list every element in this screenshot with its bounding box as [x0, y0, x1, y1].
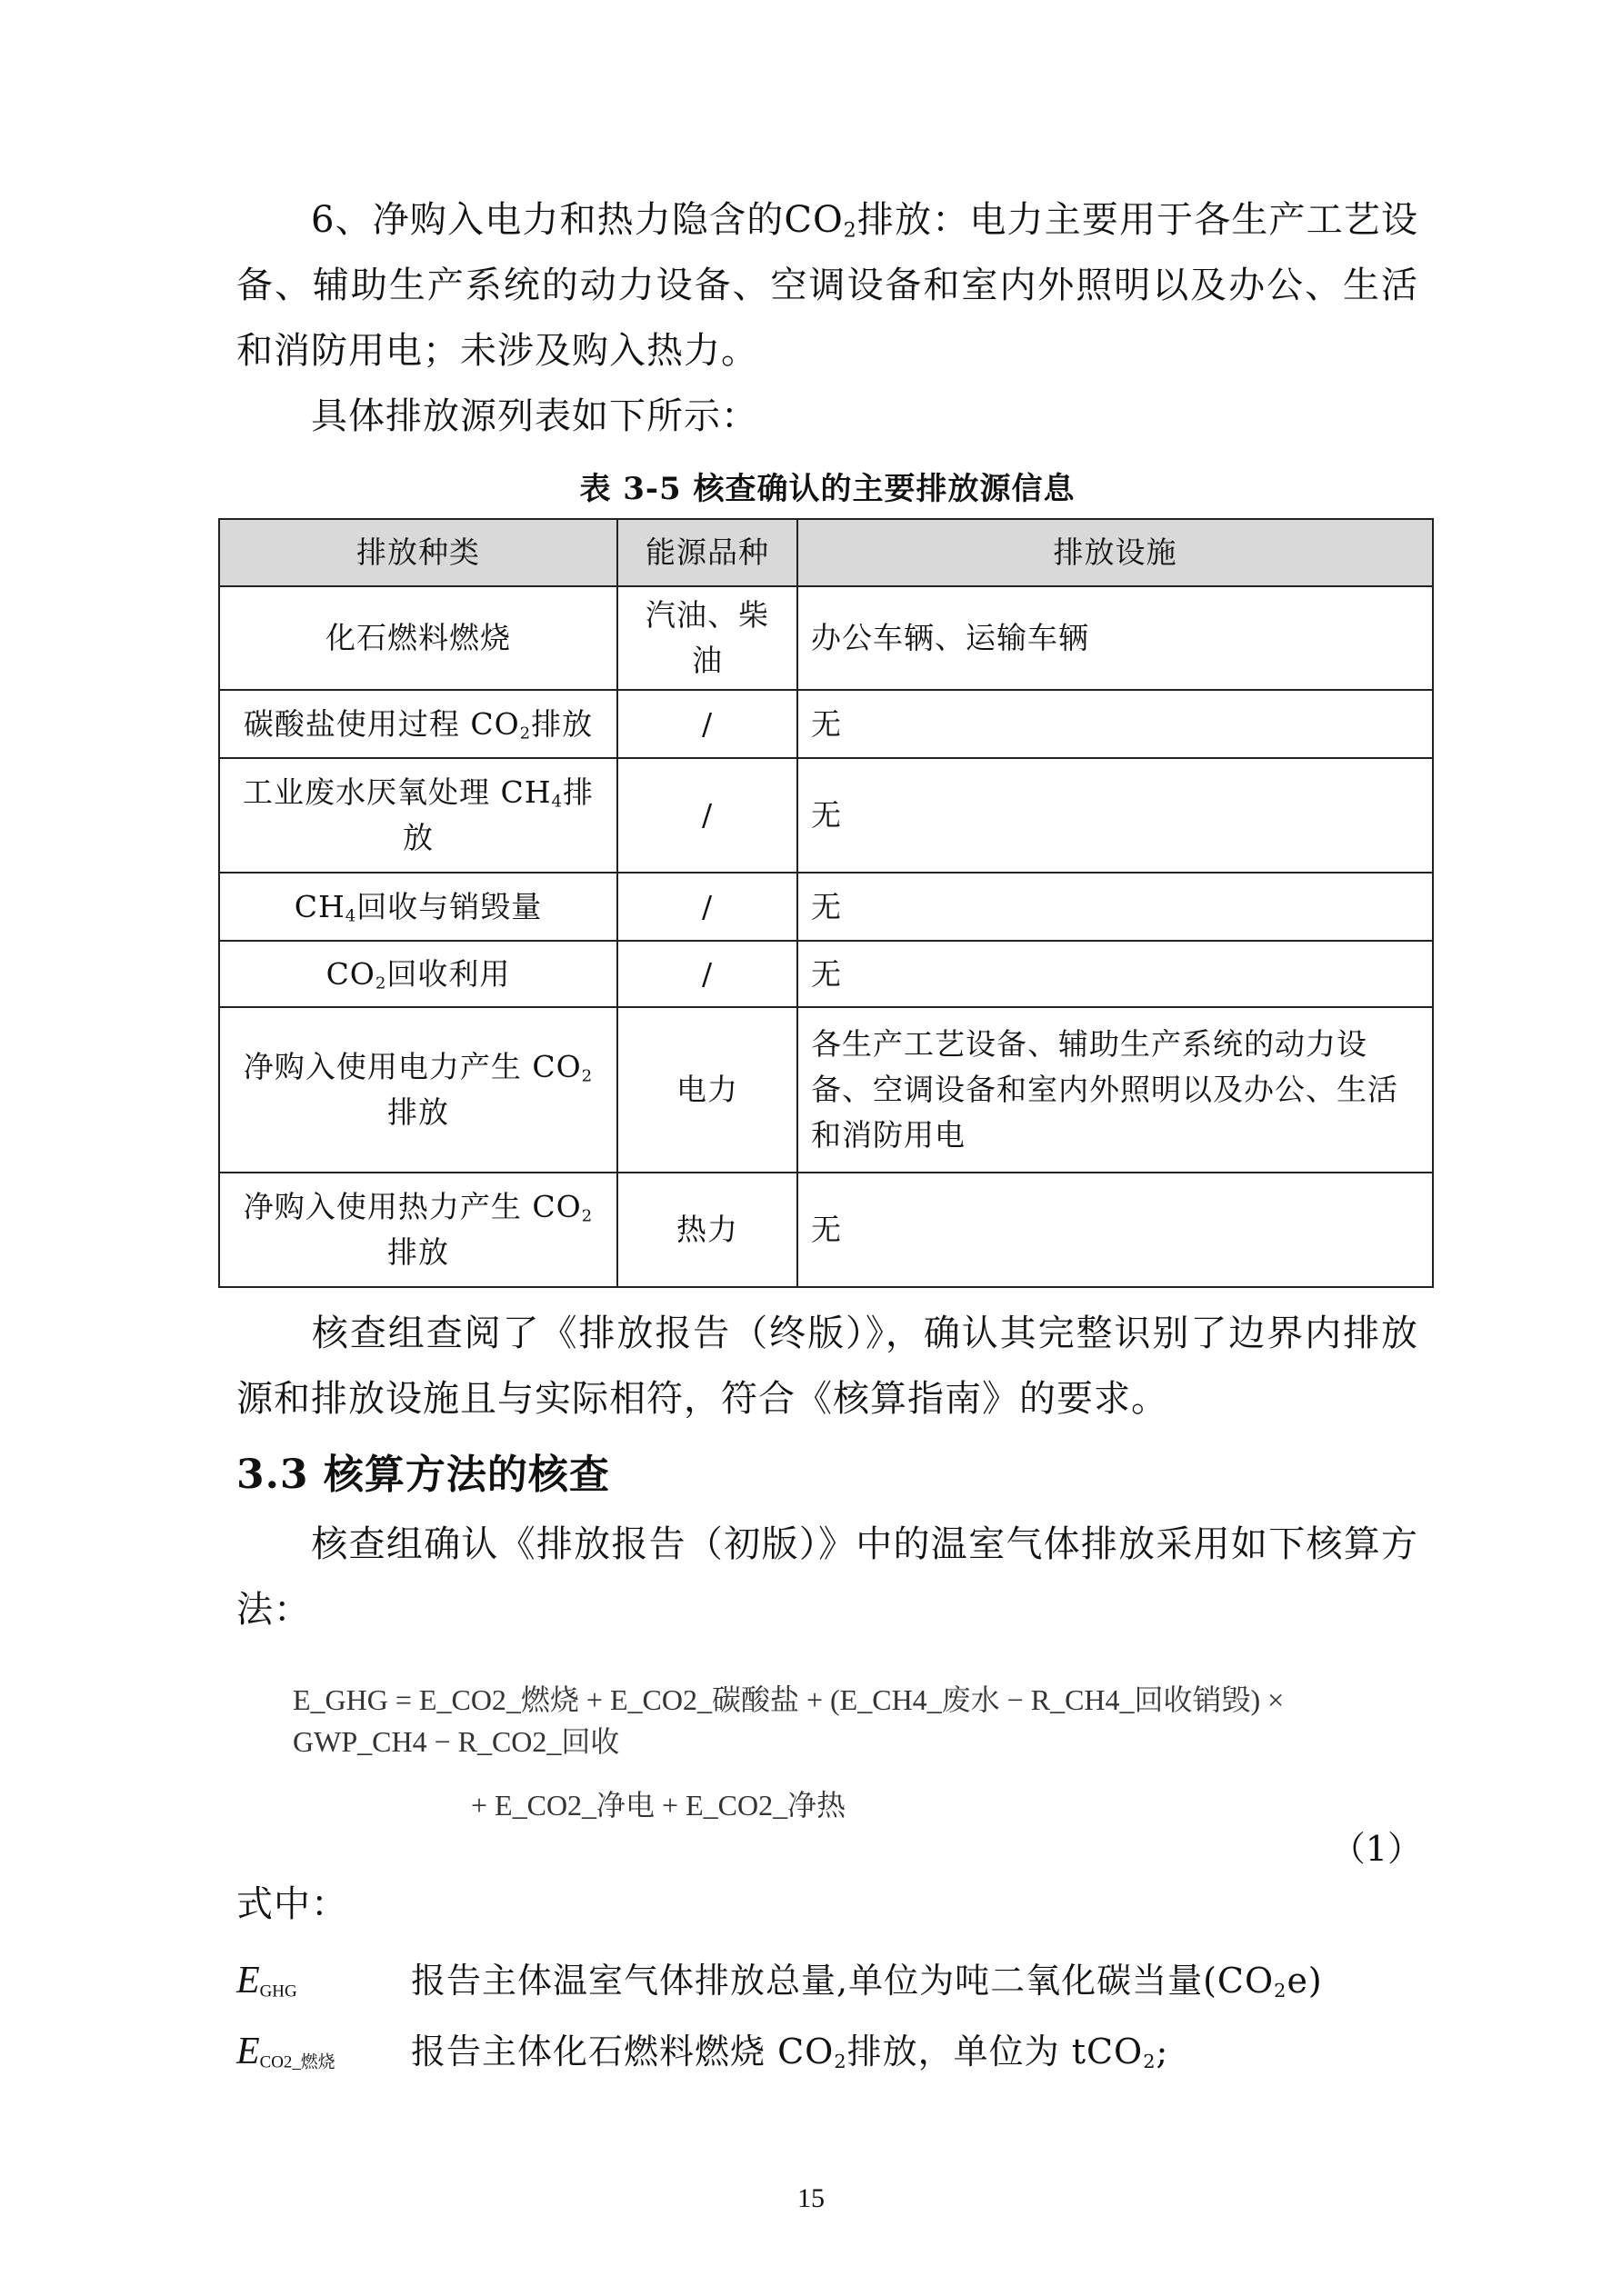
cell-facility: 办公车辆、运输车辆: [797, 586, 1433, 690]
subscript: GHG: [259, 1982, 297, 2002]
cell-energy: /: [617, 758, 797, 873]
table-row: [219, 690, 1433, 758]
page-content: [236, 187, 1422, 2079]
cell-type: [219, 690, 617, 758]
text: 排放，单位为 tCO: [846, 2031, 1144, 2071]
cell-energy: /: [617, 873, 797, 941]
subscript: 2: [1143, 2051, 1156, 2073]
emission-source-table: [218, 518, 1434, 1288]
subscript: 2: [581, 1206, 594, 1226]
table-row: [219, 758, 1433, 873]
text: E: [236, 1960, 260, 2002]
cell-facility: 无: [797, 941, 1433, 1007]
cell-energy: 汽油、柴油: [617, 586, 797, 690]
paragraph-list-intro: [236, 384, 1418, 449]
cell-energy: /: [617, 941, 797, 1007]
cell-type: [219, 1173, 617, 1287]
text: 回收与销毁量: [356, 888, 543, 924]
text: E: [236, 2031, 260, 2072]
header-facility: 排放设施: [797, 519, 1433, 586]
symbol-e-co2-combustion: [236, 2024, 411, 2079]
equation-number: （1）: [1330, 1829, 1422, 1869]
cell-type: [219, 758, 617, 873]
text: 核查组确认《排放报告（初版）》中的温室气体排放采用如下核算方法：: [236, 1523, 1418, 1631]
text: 排放: [387, 1234, 449, 1270]
table-row: [219, 586, 1433, 690]
subscript: 2: [843, 219, 857, 243]
cell-energy: 电力: [617, 1007, 797, 1173]
text: 净购入使用电力产生 CO: [243, 1049, 582, 1084]
page-number: 15: [797, 2183, 825, 2213]
text: 报告主体化石燃料燃烧 CO: [411, 2031, 835, 2071]
where-label: 式中：: [236, 1883, 348, 1925]
cell-type: [219, 873, 617, 941]
definition-e-ghg: [411, 1953, 1418, 2008]
text: 回收利用: [386, 955, 511, 992]
section-heading: 3.3 核算方法的核查: [236, 1452, 610, 1498]
text: 碳酸盐使用过程 CO: [243, 705, 520, 742]
cell-facility: 无: [797, 758, 1433, 873]
paragraph-method-intro: [236, 1512, 1418, 1642]
symbol-e-ghg: [236, 1953, 411, 2008]
header-type: 排放种类: [219, 519, 617, 586]
subscript: 4: [551, 792, 564, 812]
text: e): [1287, 1961, 1323, 2001]
cell-facility: 无: [797, 690, 1433, 758]
table-row: [219, 873, 1433, 941]
text: ;: [1156, 2031, 1169, 2071]
subscript: 2: [375, 973, 387, 993]
cell-facility: 各生产工艺设备、辅助生产系统的动力设备、空调设备和室内外照明以及办公、生活和消防用电: [797, 1007, 1433, 1173]
table-row: [219, 1173, 1433, 1287]
text: 核查组查阅了《排放报告（终版）》，确认其完整识别了边界内排放源和排放设施且与实际相符，符合《核算指南》的要求。: [236, 1313, 1418, 1420]
paragraph-review-result: [236, 1301, 1418, 1432]
cell-type: 化石燃料燃烧: [219, 586, 617, 690]
table-row: [219, 1007, 1433, 1173]
cell-energy: /: [617, 690, 797, 758]
definition-row-e-co2-combustion: [236, 2024, 1418, 2079]
text: CH: [294, 888, 345, 924]
text: 排放: [531, 705, 594, 742]
table-caption: 表 3-5 核查确认的主要排放源信息: [579, 471, 1076, 507]
table-row: [219, 941, 1433, 1007]
text: 6、净购入电力和热力隐含的: [311, 199, 785, 241]
text: 净购入使用热力产生 CO: [243, 1189, 582, 1224]
cell-type: [219, 1007, 617, 1173]
subscript: 2: [581, 1066, 594, 1086]
header-energy: 能源品种: [617, 519, 797, 586]
subscript: CO2_燃烧: [259, 2052, 335, 2072]
subscript: 2: [519, 724, 532, 744]
subscript: 4: [345, 906, 357, 926]
text: 工业废水厌氧处理 CH: [242, 774, 552, 810]
table-header-row: [219, 519, 1433, 586]
cell-energy: 热力: [617, 1173, 797, 1287]
text: 排放：电力主要用于各生产工艺设备、辅助生产系统的动力设备、空调设备和室内外照明以及办公、生活和消防用电；未涉及购入热力。: [236, 199, 1418, 372]
text: CO: [784, 199, 844, 241]
paragraph-electricity-heat: [236, 187, 1418, 384]
formula-line-1: E_GHG = E_CO2_燃烧 + E_CO2_碳酸盐 + (E_CH4_废水 − R_CH4_回收销毁) × GWP_CH4 − R_CO2_回收: [293, 1683, 1285, 1758]
definition-e-co2-combustion: [411, 2024, 1418, 2079]
cell-facility: 无: [797, 1173, 1433, 1287]
text: 排放: [403, 774, 595, 855]
text: 报告主体温室气体排放总量,单位为吨二氧化碳当量(CO: [411, 1961, 1275, 2001]
definition-row-e-ghg: [236, 1953, 1418, 2008]
subscript: 2: [834, 2051, 847, 2073]
text: 具体排放源列表如下所示：: [311, 395, 758, 437]
formula-line-2: + E_CO2_净电 + E_CO2_净热: [471, 1789, 846, 1822]
text: CO: [325, 955, 375, 992]
cell-type: [219, 941, 617, 1007]
text: 排放: [387, 1094, 449, 1130]
cell-facility: 无: [797, 873, 1433, 941]
subscript: 2: [1274, 1980, 1287, 2002]
